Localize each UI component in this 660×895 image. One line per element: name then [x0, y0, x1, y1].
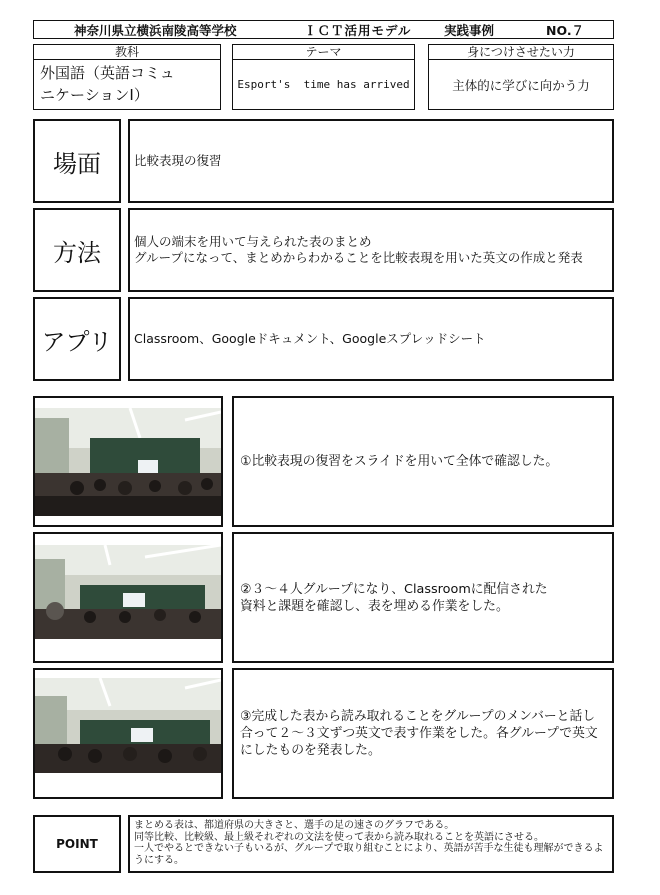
classroom-photo-2: [35, 545, 221, 639]
school-name: 神奈川県立横浜南陵高等学校: [74, 22, 237, 38]
case-type: 実践事例: [444, 22, 495, 38]
scene-heading: [33, 119, 121, 203]
step-2-caption: [232, 532, 614, 663]
app-text: Classroom、Googleドキュメント、Googleスプレッドシート: [134, 331, 486, 346]
step-1-caption: [232, 396, 614, 527]
model-title: ＩＣＴ活用モデル: [304, 22, 412, 38]
method-description: [128, 208, 614, 292]
step-3-caption: [232, 668, 614, 799]
subject-label: 教科: [34, 45, 220, 60]
classroom-photo-3: [35, 678, 221, 773]
app-heading: [33, 297, 121, 381]
step-1-text: ①比較表現の復習をスライドを用いて全体で確認した。: [240, 454, 559, 469]
method-heading: [33, 208, 121, 292]
point-label: POINT: [56, 837, 98, 851]
point-heading: [33, 815, 121, 873]
subject-value: 外国語（英語コミュ ニケーションⅠ）: [40, 64, 175, 104]
skill-label: 身につけさせたい力: [429, 45, 613, 60]
step-3-text: ③完成した表から読み取れることをグループのメンバーと話し合って２～３文ずつ英文で表す作業をした。各グループで英文にしたものを発表した。: [240, 709, 598, 758]
skill-box: [428, 44, 614, 110]
scene-label: 場面: [53, 149, 101, 178]
theme-value: Esport's time has arrived: [237, 78, 410, 91]
title-bar: [33, 20, 614, 39]
app-description: [128, 297, 614, 381]
method-label: 方法: [53, 238, 101, 267]
subject-box: [33, 44, 221, 110]
method-text: 個人の端末を用いて与えられた表のまとめ グループになって、まとめからわかることを比較表現を用いた英文の作成と発表: [134, 234, 583, 265]
skill-value: 主体的に学びに向かう力: [452, 77, 590, 93]
step-2-text: ②３～４人グループになり、Classroomに配信された 資料と課題を確認し、表を埋める作業をした。: [240, 581, 548, 614]
theme-box: [232, 44, 415, 110]
classroom-photo-1: [35, 408, 221, 516]
scene-text: 比較表現の復習: [134, 153, 222, 168]
scene-description: [128, 119, 614, 203]
theme-label: テーマ: [233, 45, 414, 60]
app-label: アプリ: [41, 327, 113, 356]
case-number: NO.７: [546, 22, 585, 38]
point-description: [128, 815, 614, 873]
point-text: まとめる表は、都道府県の大きさと、選手の足の速さのグラフである。 同等比較、比較級、最上級それぞれの文法を使って表から読み取れることを英語にさせる。 一人でやるとできない子もいるが、グループで取り組むことにより、英語が苦手な生徒も理解ができるようにする。: [134, 820, 604, 866]
